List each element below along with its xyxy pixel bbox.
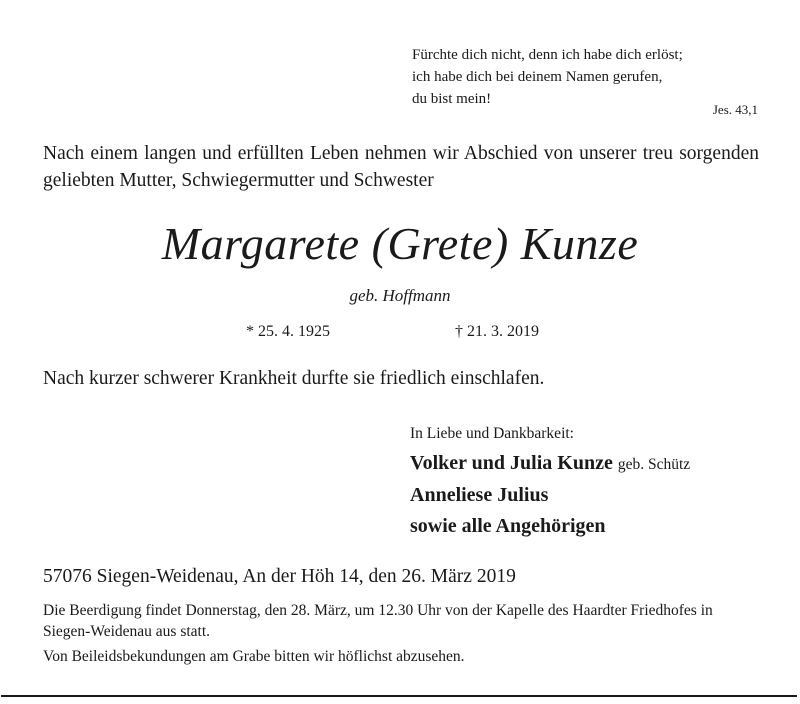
verse-line: Fürchte dich nicht, denn ich habe dich erlöst; xyxy=(412,47,683,63)
bible-verse xyxy=(412,44,762,110)
verse-reference: Jes. 43,1 xyxy=(712,102,758,117)
verse-line: du bist mein! xyxy=(412,91,492,107)
passing-text: Nach kurzer schwerer Krankheit durfte sie friedlich einschlafen. xyxy=(43,368,545,389)
death-date: † 21. 3. 2019 xyxy=(455,323,539,340)
verse-line: ich habe dich bei deinem Namen gerufen, xyxy=(412,69,663,85)
maiden-name: geb. Hoffmann xyxy=(349,286,451,305)
signatory-line xyxy=(410,452,690,475)
birth-date: * 25. 4. 1925 xyxy=(246,323,330,340)
signatory-name: Volker und Julia Kunze xyxy=(410,452,613,474)
signatory-line: Anneliese Julius xyxy=(410,484,549,506)
condolence-note: Von Beileidsbekundungen am Grabe bitten wir höflichst abzusehen. xyxy=(43,648,465,665)
deceased-name: Margarete (Grete) Kunze xyxy=(161,218,639,269)
signatories-intro: In Liebe und Dankbarkeit: xyxy=(410,425,574,442)
intro-text: Nach einem langen und erfüllten Leben nehmen wir Abschied von unserer treu sorgenden geliebten Mutter, Schwiegermutter und Schwester xyxy=(43,143,759,191)
signatory-note: geb. Schütz xyxy=(617,456,691,473)
address-line: 57076 Siegen-Weidenau, An der Höh 14, den 26. März 2019 xyxy=(43,566,516,587)
funeral-info: Die Beerdigung findet Donnerstag, den 28. März, um 12.30 Uhr von der Kapelle des Haardter Friedhofes in Siegen-Weidenau aus statt. xyxy=(43,602,713,640)
signatory-line: sowie alle Angehörigen xyxy=(410,515,606,537)
